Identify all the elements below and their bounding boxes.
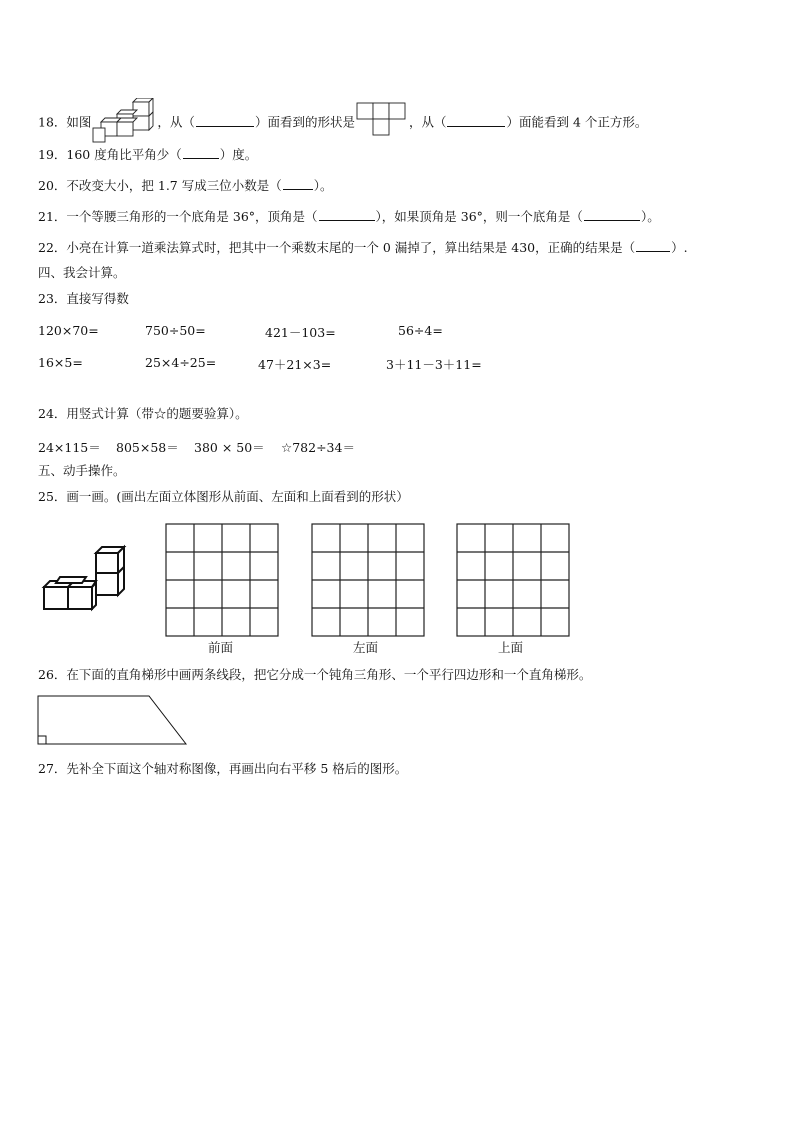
question-21: 21．一个等腰三角形的一个底角是 36°，顶角是（ ），如果顶角是 36°，则一个底角是（ ）。 (38, 209, 660, 224)
calc-item: 3＋11－3＋11= (386, 357, 482, 372)
section-4-heading: 四、我会计算。 (38, 265, 126, 280)
answer-blank[interactable] (183, 147, 219, 159)
calc-item: 47＋21×3= (258, 357, 332, 372)
top-view-grid[interactable] (456, 523, 572, 642)
cube-stack-figure (91, 98, 157, 148)
view-shape-figure (355, 101, 409, 145)
left-view-grid[interactable] (311, 523, 427, 642)
grid-label-front: 前面 (208, 640, 234, 655)
cube-solid-figure (38, 543, 130, 613)
front-view-grid[interactable] (165, 523, 281, 642)
answer-blank[interactable] (636, 240, 670, 252)
calc-item: 25×4÷25= (145, 355, 217, 370)
calc-item: 421－103= (265, 325, 336, 340)
question-23-title: 23．直接写得数 (38, 291, 129, 306)
grid-canvas[interactable] (165, 523, 281, 638)
answer-blank[interactable] (584, 209, 640, 221)
question-25-title: 25．画一画。(画出左面立体图形从前面、左面和上面看到的形状） (38, 489, 409, 504)
question-26-title: 26．在下面的直角梯形中画两条线段，把它分成一个钝角三角形、一个平行四边形和一个直角梯形。 (38, 667, 592, 682)
answer-blank[interactable] (196, 115, 254, 127)
answer-blank[interactable] (319, 209, 375, 221)
section-5-heading: 五、动手操作。 (38, 463, 126, 478)
calc-item: 750÷50= (145, 323, 206, 338)
calc-item: 24×115＝ (38, 440, 101, 455)
question-22: 22．小亮在计算一道乘法算式时，把其中一个乘数末尾的一个 0 漏掉了，算出结果是 430，正确的结果是（ ）. (38, 240, 688, 255)
calc-item: 805×58＝ (116, 440, 179, 455)
calc-item: 120×70= (38, 323, 99, 338)
calc-item: 56÷4= (398, 323, 443, 338)
grid-canvas[interactable] (456, 523, 572, 638)
grid-label-top: 上面 (498, 640, 524, 655)
question-27-title: 27．先补全下面这个轴对称图像，再画出向右平移 5 格后的图形。 (38, 761, 408, 776)
grid-label-left: 左面 (353, 640, 379, 655)
calc-item: 380 × 50＝ (194, 440, 265, 455)
answer-blank[interactable] (447, 115, 505, 127)
question-number: 18． (38, 114, 67, 130)
question-18: 18．如图 ，从（ ）面看到的形状是 ，从（ ）面能看到 4 个正方形。 (38, 98, 647, 148)
question-20: 20．不改变大小，把 1.7 写成三位小数是（ ）。 (38, 178, 333, 193)
question-24-title: 24．用竖式计算（带☆的题要验算）。 (38, 406, 248, 421)
right-trapezoid-figure[interactable] (37, 695, 189, 747)
question-19: 19．160 度角比平角少（ ）度。 (38, 147, 258, 162)
calc-item: ☆782÷34＝ (281, 440, 355, 455)
answer-blank[interactable] (283, 178, 313, 190)
calc-item: 16×5= (38, 355, 83, 370)
grid-canvas[interactable] (311, 523, 427, 638)
